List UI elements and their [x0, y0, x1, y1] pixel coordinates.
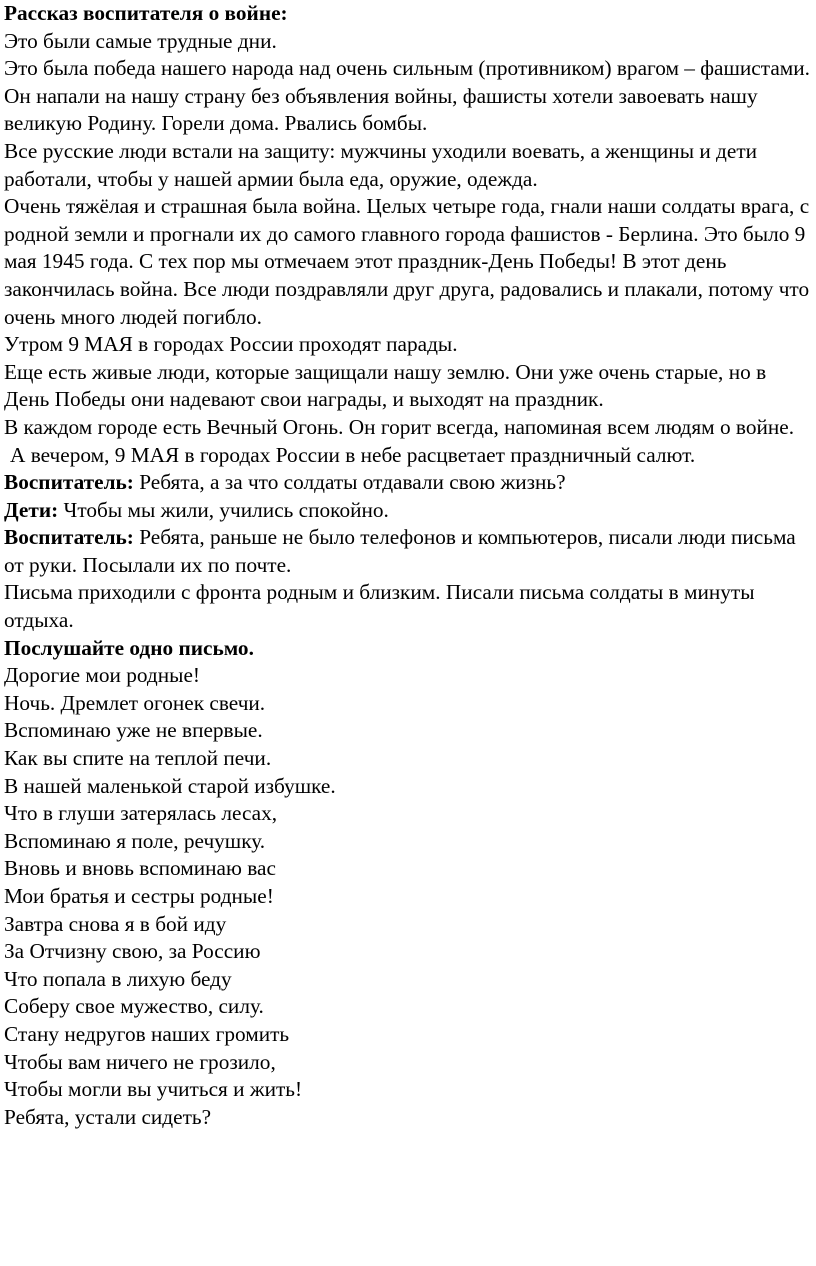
poem-line: Вспоминаю я поле, речушку. [4, 828, 266, 853]
poem-line: Чтобы вам ничего не грозило, [4, 1049, 276, 1074]
poem-line: Вновь и вновь вспоминаю вас [4, 856, 276, 881]
poem-line: Чтобы могли вы учиться и жить! [4, 1077, 303, 1102]
letters-intro: Письма приходили с фронта родным и близким. Писали письма солдаты в минуты отдыха. [4, 580, 755, 633]
poem-line: Стану недругов наших громить [4, 1021, 290, 1046]
story-paragraph: Это были самые трудные дни. [4, 28, 277, 53]
dialogue-text: Ребята, а за что солдаты отдавали свою жизнь? [139, 470, 566, 495]
document-title: Рассказ воспитателя о войне: [4, 1, 288, 25]
speaker-label: Воспитатель: [4, 470, 134, 495]
dialogue-line [4, 524, 816, 579]
story-paragraph: А вечером, 9 МАЯ в городах России в небе расцветает праздничный салют. [10, 442, 696, 467]
poem-line: Соберу свое мужество, силу. [4, 994, 264, 1019]
dialogue-line [4, 469, 816, 497]
poem-line: Что попала в лихую беду [4, 966, 232, 991]
listen-heading: Послушайте одно письмо. [4, 635, 254, 660]
poem-line: Вспоминаю уже не впервые. [4, 718, 263, 743]
poem-line: Завтра снова я в бой иду [4, 911, 227, 936]
speaker-label: Воспитатель: [4, 525, 134, 550]
story-paragraph: Утром 9 МАЯ в городах России проходят парады. [4, 332, 458, 357]
story-paragraph: Очень тяжёлая и страшная была война. Целых четыре года, гнали наши солдаты врага, с родной земли и прогнали их до самого главного города фашистов - Берлина. Это было 9 мая 1945 года. С тех пор мы отмечаем этот праздник-День Победы! В этот день закончилась война. Все люди поздравляли друг друга, радовались и плакали, потому что очень много людей погибло. [4, 194, 810, 329]
poem-line: Дорогие мои родные! [4, 663, 200, 688]
poem-line: В нашей маленькой старой избушке. [4, 773, 336, 798]
story-paragraph: В каждом городе есть Вечный Огонь. Он горит всегда, напоминая всем людям о войне. [4, 414, 795, 439]
story-paragraph: Еще есть живые люди, которые защищали нашу землю. Они уже очень старые, но в День Победы они надевают свои награды, и выходят на праздник. [4, 359, 767, 412]
speaker-label: Дети: [4, 497, 59, 522]
story-paragraph: Он напали на нашу страну без объявления войны, фашисты хотели завоевать нашу великую Родину. Горели дома. Рвались бомбы. [4, 83, 758, 136]
story-paragraph: Это была победа нашего народа над очень сильным (противником) врагом – фашистами. [4, 56, 810, 81]
poem-line: Мои братья и сестры родные! [4, 884, 274, 908]
poem-line: Как вы спите на теплой печи. [4, 746, 272, 771]
poem [4, 662, 816, 1104]
dialogue-line [4, 497, 816, 525]
dialogue-text: Ребята, раньше не было телефонов и компьютеров, писали люди письма от руки. Посылали их по почте. [4, 525, 796, 577]
poem-line: За Отчизну свою, за Россию [4, 939, 261, 964]
closing-question: Ребята, устали сидеть? [4, 1104, 212, 1129]
story-paragraph: Все русские люди встали на защиту: мужчины уходили воевать, а женщины и дети работали, чтобы у нашей армии была еда, оружие, одежда. [4, 138, 758, 191]
poem-line: Что в глуши затерялась лесах, [4, 801, 278, 826]
poem-line: Ночь. Дремлет огонек свечи. [4, 690, 266, 715]
dialogue-text: Чтобы мы жили, учились спокойно. [63, 497, 389, 522]
